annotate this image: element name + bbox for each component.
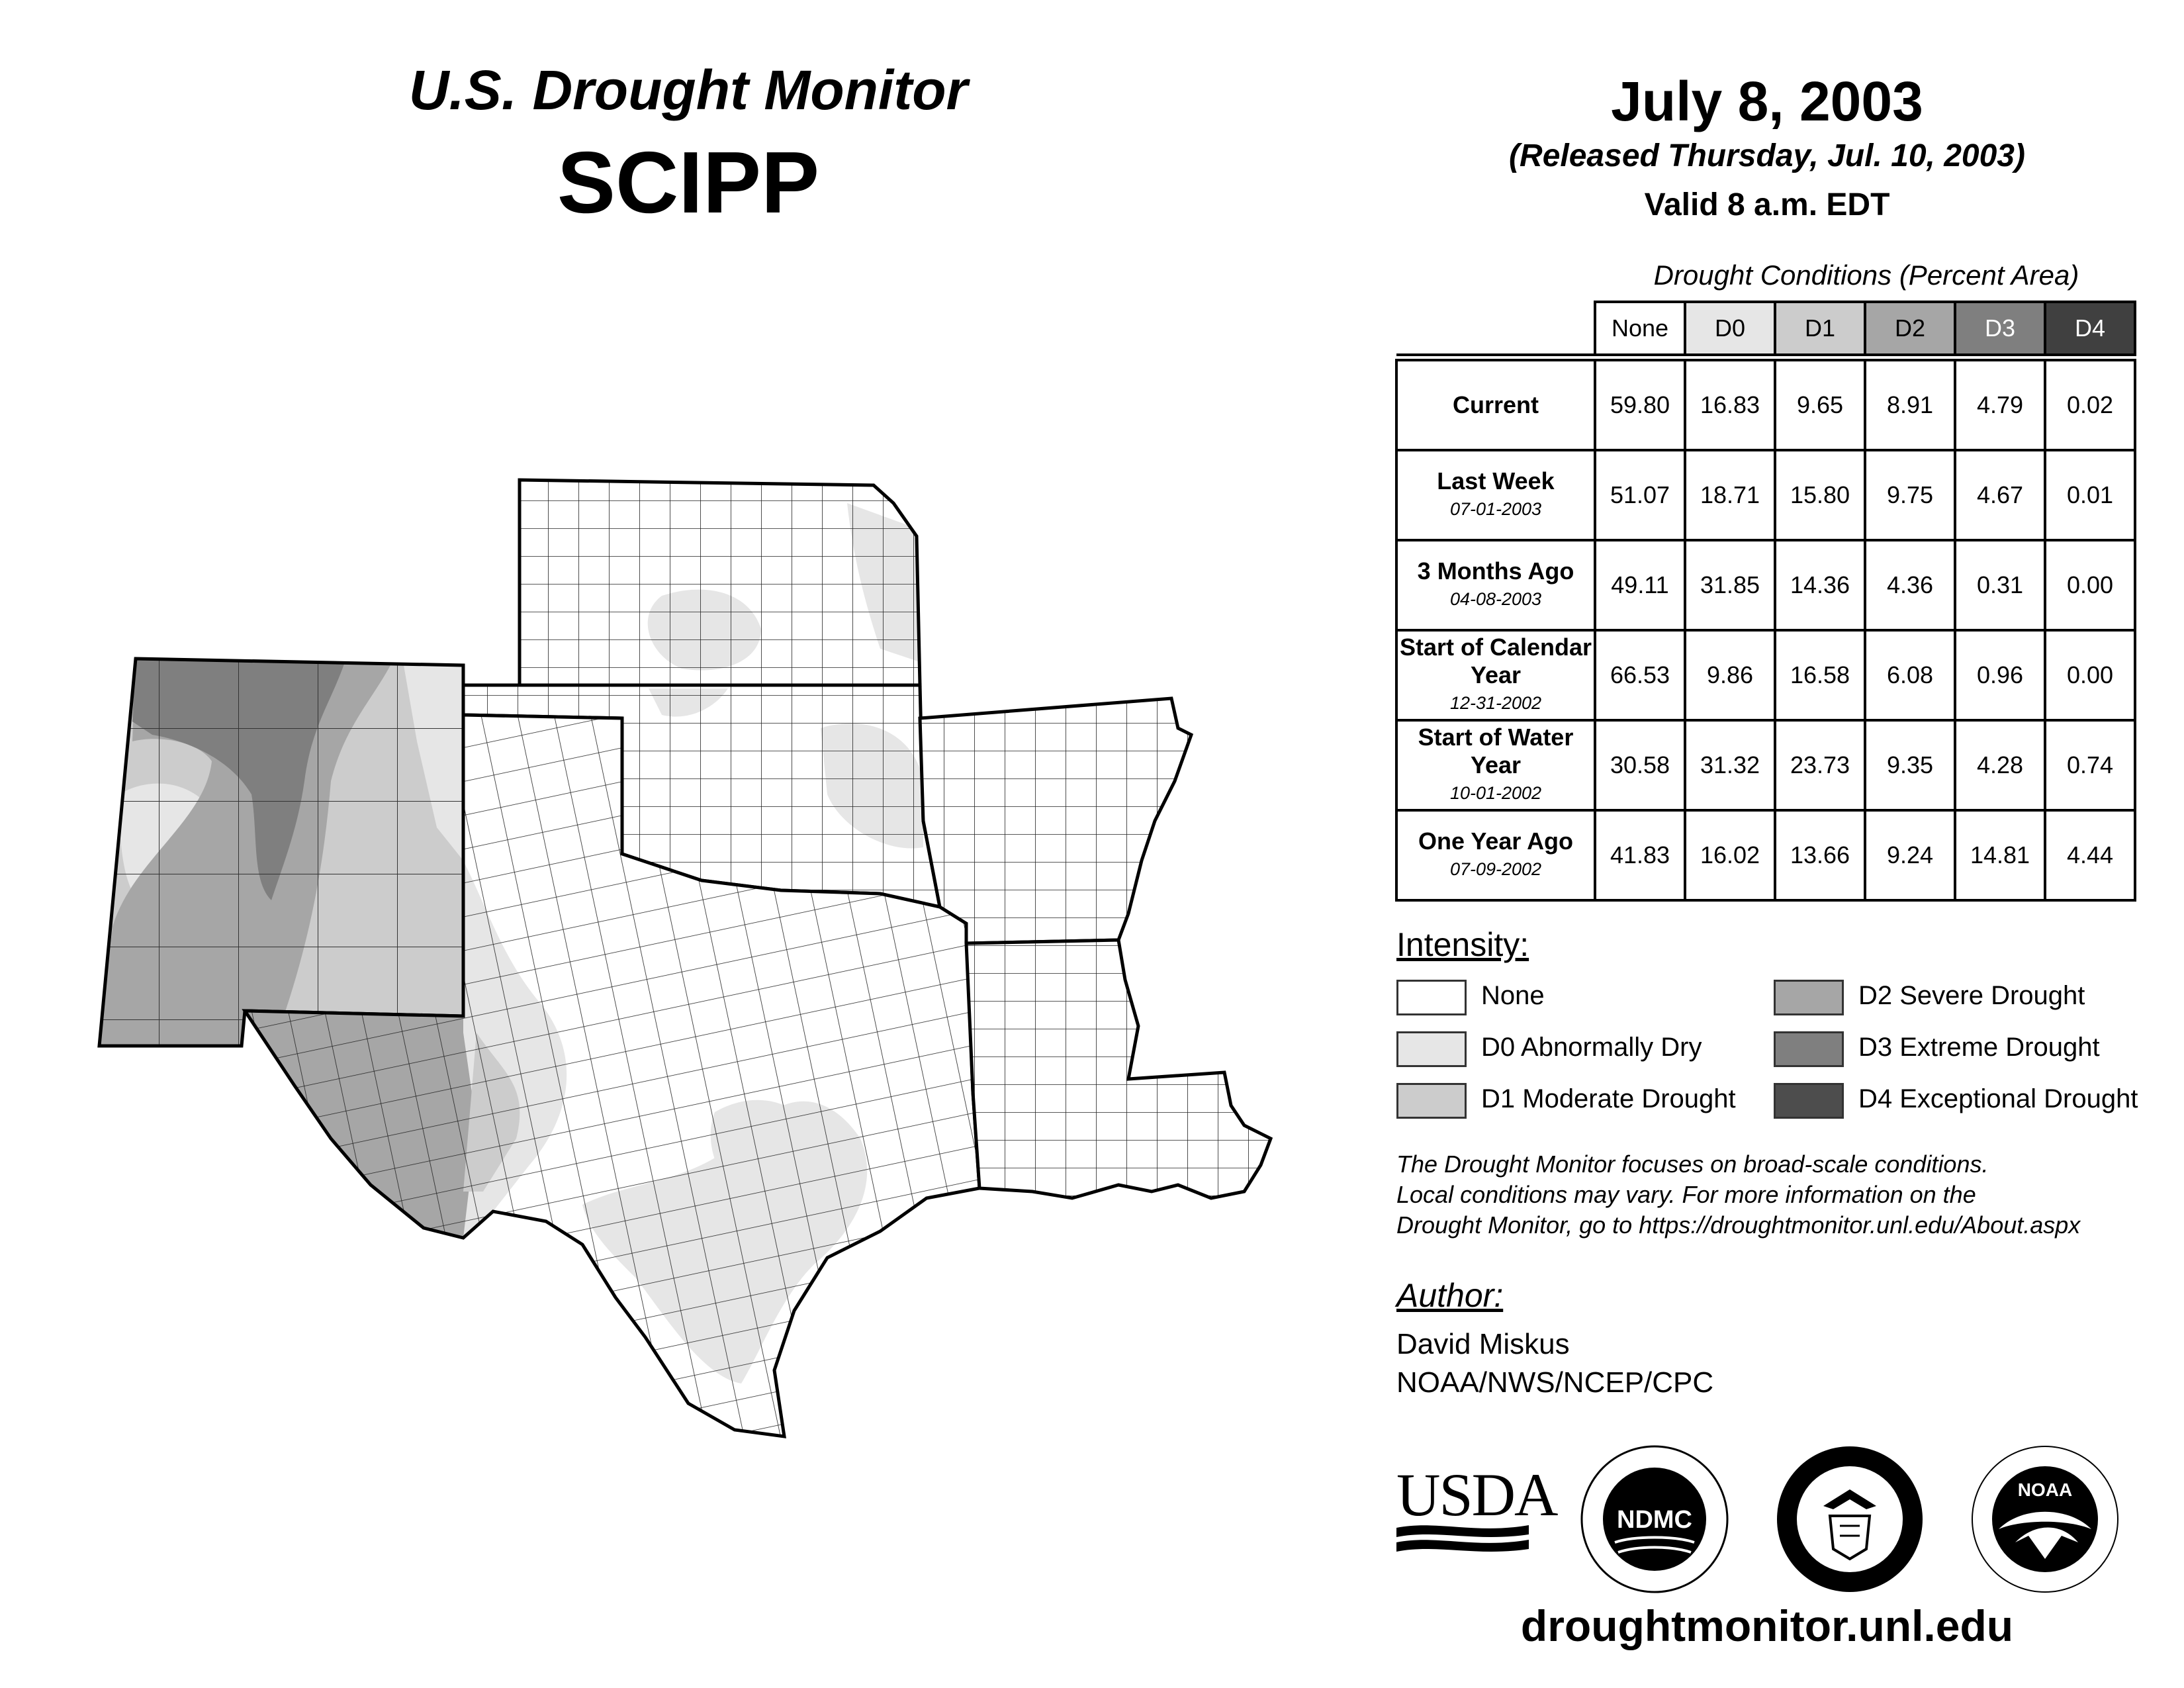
legend-label: D3 Extreme Drought xyxy=(1858,1033,2100,1062)
table-cell: 30.58 xyxy=(1595,720,1685,810)
table-cell: 16.02 xyxy=(1685,810,1775,900)
table-row xyxy=(1396,450,2135,540)
legend-label: D4 Exceptional Drought xyxy=(1858,1084,2138,1113)
table-cell: 6.08 xyxy=(1865,630,1955,720)
row-label-text: 3 Months Ago xyxy=(1417,557,1574,585)
legend-swatch xyxy=(1396,1083,1467,1119)
state-new-mexico xyxy=(99,655,470,1053)
table-cell: 31.32 xyxy=(1685,720,1775,810)
table-cell: 8.91 xyxy=(1865,360,1955,450)
note-line-3: Drought Monitor, go to https://droughtmonitor.unl.edu/About.aspx xyxy=(1396,1211,2081,1239)
table-cell: 9.65 xyxy=(1775,360,1865,450)
table-row xyxy=(1396,360,2135,450)
table-cell: 0.02 xyxy=(2045,360,2135,450)
row-label xyxy=(1396,630,1595,720)
table-cell: 0.31 xyxy=(1955,540,2045,630)
column-header-d4: D4 xyxy=(2045,302,2135,355)
map-title: U.S. Drought Monitor xyxy=(408,59,968,121)
table-header-row xyxy=(1396,302,2135,355)
table-cell: 14.81 xyxy=(1955,810,2045,900)
department-of-commerce-seal xyxy=(1774,1443,1926,1595)
table-cell: 59.80 xyxy=(1595,360,1685,450)
table-cell: 9.35 xyxy=(1865,720,1955,810)
state-louisiana xyxy=(960,933,1277,1205)
table-cell: 66.53 xyxy=(1595,630,1685,720)
row-label-text: Start of Water Year xyxy=(1418,724,1574,778)
column-header-d1: D1 xyxy=(1775,302,1865,355)
state-arkansas xyxy=(913,695,1198,947)
author-org: NOAA/NWS/NCEP/CPC xyxy=(1396,1366,1714,1399)
usda-logo-waves xyxy=(1396,1523,1529,1557)
table-cell: 49.11 xyxy=(1595,540,1685,630)
table-caption: Drought Conditions (Percent Area) xyxy=(1653,259,2079,291)
row-label xyxy=(1396,540,1595,630)
legend-label: None xyxy=(1481,981,1545,1010)
table-cell: 18.71 xyxy=(1685,450,1775,540)
row-label-text: Current xyxy=(1452,391,1539,418)
table-cell: 4.79 xyxy=(1955,360,2045,450)
row-label xyxy=(1396,360,1595,450)
legend-swatch xyxy=(1396,980,1467,1015)
table-row xyxy=(1396,630,2135,720)
legend-label: D0 Abnormally Dry xyxy=(1481,1033,1702,1062)
table-cell: 0.96 xyxy=(1955,630,2045,720)
row-label-date: 04-08-2003 xyxy=(1449,589,1542,609)
legend-swatch xyxy=(1774,980,1844,1015)
table-cell: 4.28 xyxy=(1955,720,2045,810)
table-cell: 23.73 xyxy=(1775,720,1865,810)
table-cell: 4.44 xyxy=(2045,810,2135,900)
row-label-date: 07-09-2002 xyxy=(1449,859,1542,879)
table-spacer xyxy=(1396,355,2135,360)
table-cell: 9.86 xyxy=(1685,630,1775,720)
table-row xyxy=(1396,720,2135,810)
row-label-text: One Year Ago xyxy=(1418,827,1574,855)
table-cell: 4.67 xyxy=(1955,450,2045,540)
column-header-d2: D2 xyxy=(1865,302,1955,355)
valid-time: Valid 8 a.m. EDT xyxy=(1644,187,1890,222)
row-label-text: Last Week xyxy=(1437,467,1555,494)
row-label xyxy=(1396,450,1595,540)
legend-swatch xyxy=(1774,1031,1844,1067)
table-cell: 14.36 xyxy=(1775,540,1865,630)
row-label xyxy=(1396,810,1595,900)
table-cell: 16.83 xyxy=(1685,360,1775,450)
state-kansas xyxy=(516,477,927,688)
row-label-date: 12-31-2002 xyxy=(1449,693,1542,713)
table-cell: 0.74 xyxy=(2045,720,2135,810)
table-cell: 4.36 xyxy=(1865,540,1955,630)
legend-label: D1 Moderate Drought xyxy=(1481,1084,1736,1113)
release-date: (Released Thursday, Jul. 10, 2003) xyxy=(1509,138,2025,173)
table-corner xyxy=(1396,302,1595,355)
website-link[interactable]: droughtmonitor.unl.edu xyxy=(1520,1601,2014,1650)
column-header-d0: D0 xyxy=(1685,302,1775,355)
note-line-1: The Drought Monitor focuses on broad-scale conditions. xyxy=(1396,1150,1989,1178)
column-header-none: None xyxy=(1595,302,1685,355)
noaa-text: NOAA xyxy=(2017,1479,2073,1500)
row-label xyxy=(1396,720,1595,810)
note-line-2: Local conditions may vary. For more information on the xyxy=(1396,1181,1976,1208)
legend-swatch xyxy=(1396,1031,1467,1067)
row-label-date: 10-01-2002 xyxy=(1449,783,1542,803)
row-label-text: Start of Calendar Year xyxy=(1399,633,1592,688)
table-cell: 9.24 xyxy=(1865,810,1955,900)
table-cell: 31.85 xyxy=(1685,540,1775,630)
table-cell: 9.75 xyxy=(1865,450,1955,540)
disclaimer-note xyxy=(1396,1149,2177,1241)
ndmc-logo xyxy=(1578,1443,1731,1595)
ndmc-text: NDMC xyxy=(1617,1506,1692,1534)
region-title: SCIPP xyxy=(557,134,820,231)
drought-conditions-table xyxy=(1395,301,2136,902)
map-date: July 8, 2003 xyxy=(1611,70,1923,132)
table-cell: 0.01 xyxy=(2045,450,2135,540)
author-name: David Miskus xyxy=(1396,1328,1570,1360)
table-cell: 0.00 xyxy=(2045,540,2135,630)
author-heading: Author: xyxy=(1396,1277,1504,1314)
row-label-date: 07-01-2003 xyxy=(1449,499,1542,519)
table-cell: 15.80 xyxy=(1775,450,1865,540)
table-cell: 16.58 xyxy=(1775,630,1865,720)
column-header-d3: D3 xyxy=(1955,302,2045,355)
table-cell: 41.83 xyxy=(1595,810,1685,900)
table-cell: 0.00 xyxy=(2045,630,2135,720)
usda-logo: USDA xyxy=(1396,1461,1557,1528)
legend-label: D2 Severe Drought xyxy=(1858,981,2085,1010)
table-cell: 51.07 xyxy=(1595,450,1685,540)
legend-swatch xyxy=(1774,1083,1844,1119)
table-row xyxy=(1396,540,2135,630)
noaa-logo xyxy=(1969,1443,2121,1595)
legend-heading: Intensity: xyxy=(1396,926,1529,963)
table-cell: 13.66 xyxy=(1775,810,1865,900)
table-row xyxy=(1396,810,2135,900)
